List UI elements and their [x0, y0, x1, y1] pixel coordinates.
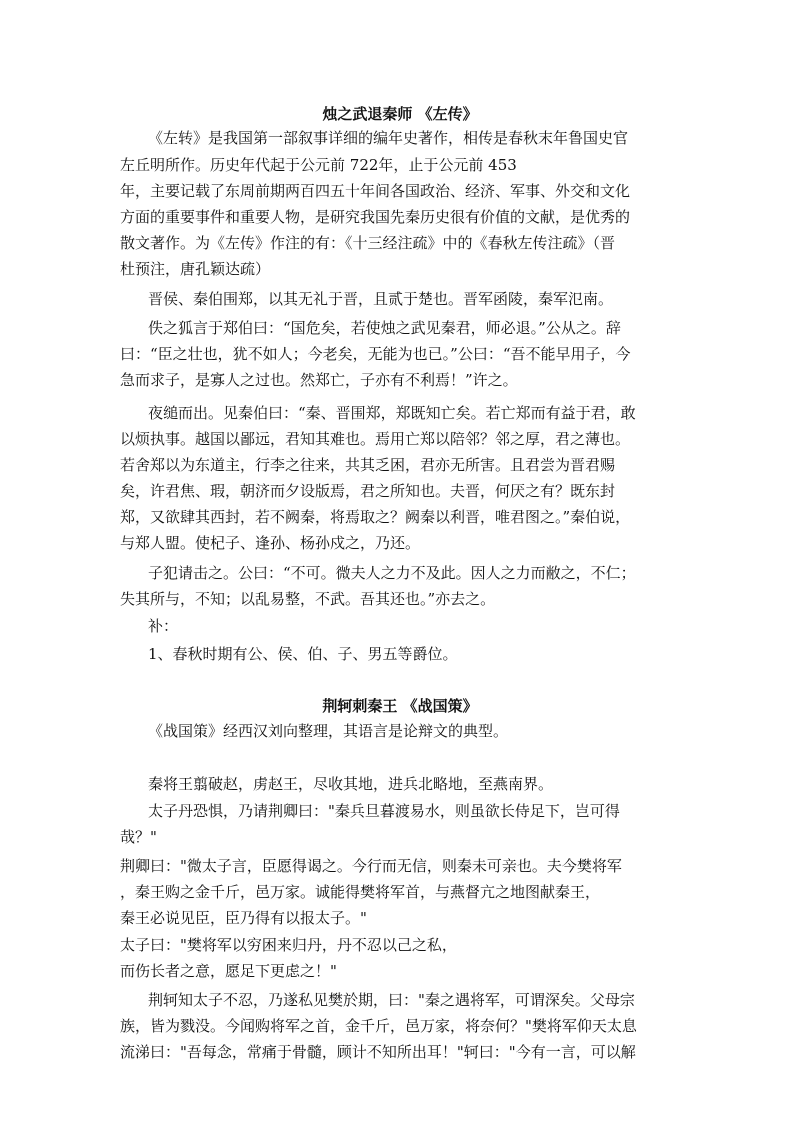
paragraph-line: 族，皆为戮没。今闻购将军之首，金千斤，邑万家，将奈何？"樊将军仰天太息: [120, 1017, 637, 1035]
paragraph-line: 佚之狐言于郑伯曰：“国危矣，若使烛之武见秦君，师必退。”公从之。辞: [148, 319, 621, 337]
paragraph-line: 秦将王翦破赵，虏赵王，尽收其地，进兵北略地，至燕南界。: [148, 775, 554, 793]
paragraph-line: 子犯请击之。公曰：“不可。微夫人之力不及此。因人之力而敝之，不仁；: [148, 564, 636, 582]
paragraph-line: 曰：“臣之壮也，犹不如人；今老矣，无能为也已。”公曰：“吾不能早用子，今: [120, 345, 631, 363]
paragraph-line: 方面的重要事件和重要人物，是研究我国先秦历史很有价值的文献，是优秀的: [120, 208, 631, 226]
section1-title: 烛之武退秦师 《左传》: [322, 105, 478, 123]
paragraph-line: 郑，又欲肆其西封，若不阙秦，将焉取之？阙秦以利晋，唯君图之。”秦伯说，: [120, 508, 631, 526]
paragraph-line: 《左转》是我国第一部叙事详细的编年史著作，相传是春秋末年鲁国史官: [148, 129, 629, 147]
paragraph-line: 《战国策》经西汉刘向整理，其语言是论辩文的典型。: [148, 722, 509, 740]
paragraph-line: 矣，许君焦、瑕，朝济而夕设版焉，君之所知也。夫晋，何厌之有？既东封: [120, 482, 616, 500]
paragraph-line: 夜缒而出。见秦伯曰：“秦、晋围郑，郑既知亡矣。若亡郑而有益于君，敢: [148, 404, 636, 422]
paragraph-line: 失其所与，不知；以乱易整，不武。吾其还也。”亦去之。: [120, 590, 496, 608]
paragraph-line: 太子丹恐惧，乃请荆卿曰："秦兵旦暮渡易水，则虽欲长侍足下，岂可得: [148, 802, 620, 820]
paragraph-line: 流涕曰："吾每念，常痛于骨髓，顾计不知所出耳！"轲曰："今有一言，可以解: [120, 1043, 636, 1061]
paragraph-line: 急而求子，是寡人之过也。然郑亡，子亦有不利焉！”许之。: [120, 371, 518, 389]
paragraph-line: ，秦王购之金千斤，邑万家。诚能得樊将军首，与燕督亢之地图献秦王，: [120, 883, 601, 901]
paragraph-line: 若舍郑以为东道主，行李之往来，共其乏困，君亦无所害。且君尝为晋君赐: [120, 456, 616, 474]
paragraph-line: 以烦执事。越国以鄙远，君知其难也。焉用亡郑以陪邻？邻之厚，君之薄也。: [120, 430, 631, 448]
paragraph-line: 太子曰："樊将军以穷困来归丹，丹不忍以己之私，: [120, 936, 457, 954]
paragraph-line: 而伤长者之意，愿足下更虑之！": [120, 962, 337, 980]
paragraph-line: 秦王必说见臣，臣乃得有以报太子。": [120, 909, 367, 927]
paragraph-line: 晋侯、秦伯围郑，以其无礼于晋，且贰于楚也。晋军函陵，秦军氾南。: [148, 290, 614, 308]
paragraph-line: 荆卿曰："微太子言，臣愿得谒之。今行而无信，则秦未可亲也。夫今樊将军: [120, 857, 622, 875]
paragraph-line: 1、春秋时期有公、侯、伯、子、男五等爵位。: [148, 645, 458, 663]
section2-title: 荆轲刺秦王 《战国策》: [322, 697, 478, 715]
paragraph-line: 杜预注，唐孔颖达疏）: [120, 260, 271, 278]
paragraph-line: 年，主要记载了东周前期两百四五十年间各国政治、经济、军事、外交和文化: [120, 182, 631, 200]
paragraph-line: 左丘明所作。历史年代起于公元前 722年，止于公元前 453: [120, 156, 517, 174]
paragraph-line: 补：: [148, 617, 179, 635]
paragraph-line: 荆轲知太子不忍，乃遂私见樊於期，曰："秦之遇将军，可谓深矣。父母宗: [148, 991, 635, 1009]
paragraph-line: 散文著作。为《左传》作注的有：《十三经注疏》中的《春秋左传注疏》（晋: [120, 234, 616, 252]
paragraph-line: 与郑人盟。使杞子、逢孙、杨孙戍之，乃还。: [120, 534, 421, 552]
paragraph-line: 哉？": [120, 828, 157, 846]
